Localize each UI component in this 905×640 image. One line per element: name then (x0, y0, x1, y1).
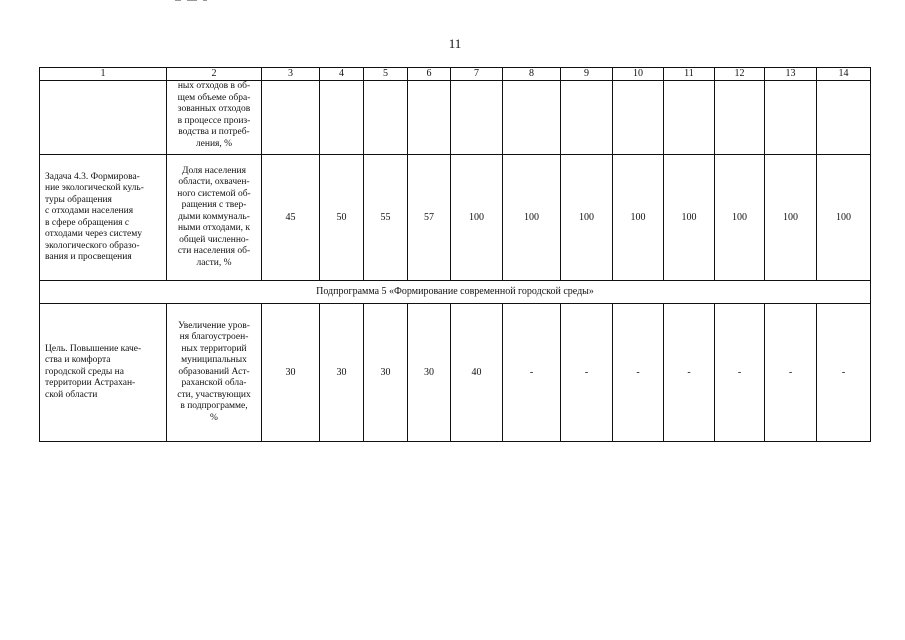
column-header: 5 (364, 68, 408, 81)
value-cell: 100 (715, 155, 765, 281)
value-cell: 100 (613, 155, 664, 281)
value-cell (408, 81, 451, 155)
column-header: 2 (167, 68, 262, 81)
value-cell: 100 (765, 155, 817, 281)
value-cell: - (765, 304, 817, 442)
column-number-row (40, 68, 871, 81)
value-cell (503, 81, 561, 155)
value-cell: - (664, 304, 715, 442)
value-cell: - (715, 304, 765, 442)
value-cell: - (817, 304, 871, 442)
value-cell: 57 (408, 155, 451, 281)
value-cell (364, 81, 408, 155)
value-cell (664, 81, 715, 155)
value-cell: - (503, 304, 561, 442)
table-row (40, 81, 871, 155)
table-row (40, 304, 871, 442)
value-cell (715, 81, 765, 155)
value-cell (561, 81, 613, 155)
column-header: 13 (765, 68, 817, 81)
value-cell (613, 81, 664, 155)
value-cell: 100 (664, 155, 715, 281)
subprogram-row (40, 281, 871, 304)
scan-artifact-marks (175, 0, 235, 4)
value-cell: 100 (561, 155, 613, 281)
value-cell (262, 81, 320, 155)
column-header: 9 (561, 68, 613, 81)
table-row (40, 155, 871, 281)
value-cell (765, 81, 817, 155)
value-cell: - (561, 304, 613, 442)
value-cell: 100 (817, 155, 871, 281)
column-header: 11 (664, 68, 715, 81)
column-header: 1 (40, 68, 167, 81)
value-cell: 100 (451, 155, 503, 281)
subprogram-title: Подпрограмма 5 «Формирование современной городской среды» (40, 281, 871, 304)
column-header: 4 (320, 68, 364, 81)
column-header: 8 (503, 68, 561, 81)
goal-cell: Цель. Повышение каче- ства и комфорта городской среды на территории Астрахан- ской области (40, 304, 167, 442)
value-cell (817, 81, 871, 155)
task-cell (40, 81, 167, 155)
value-cell: 45 (262, 155, 320, 281)
indicators-table (39, 67, 871, 442)
value-cell: 30 (320, 304, 364, 442)
column-header: 12 (715, 68, 765, 81)
value-cell: 50 (320, 155, 364, 281)
indicator-cell: ных отходов в об- щем объеме обра- зованных отходов в процессе произ- водства и потреб- ления, % (167, 81, 262, 155)
task-cell: Задача 4.3. Формирова- ние экологической куль- туры обращения с отходами населения в сфере обращения с отходами через систему экологического образо- вания и просвещения (40, 155, 167, 281)
indicator-cell: Доля населения области, охвачен- ного системой об- ращения с твер- дыми коммуналь- ными отходами, к общей численно- сти населения об- ласти, % (167, 155, 262, 281)
column-header: 7 (451, 68, 503, 81)
value-cell: - (613, 304, 664, 442)
value-cell: 100 (503, 155, 561, 281)
column-header: 3 (262, 68, 320, 81)
column-header: 14 (817, 68, 871, 81)
value-cell: 30 (364, 304, 408, 442)
value-cell: 55 (364, 155, 408, 281)
value-cell (320, 81, 364, 155)
indicator-cell: Увеличение уров- ня благоустроен- ных территорий муниципальных образований Аст- раханской обла- сти, участвующих в подпрограмме, % (167, 304, 262, 442)
value-cell: 40 (451, 304, 503, 442)
value-cell: 30 (408, 304, 451, 442)
column-header: 10 (613, 68, 664, 81)
value-cell (451, 81, 503, 155)
value-cell: 30 (262, 304, 320, 442)
column-header: 6 (408, 68, 451, 81)
page-number: 11 (448, 36, 462, 51)
